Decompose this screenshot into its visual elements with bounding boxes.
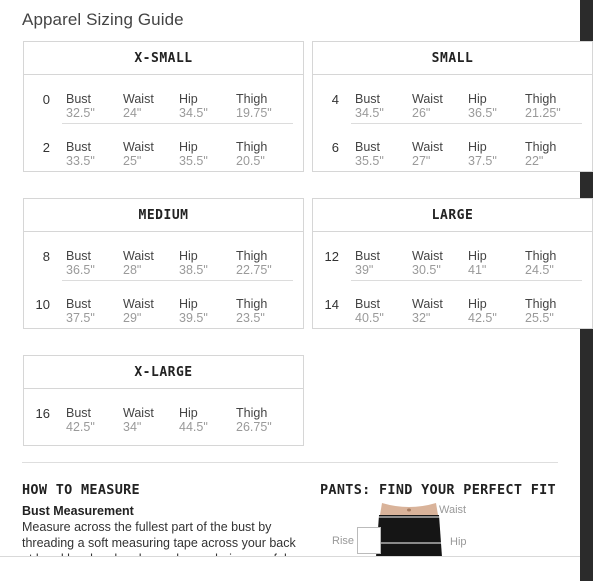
section-divider [22, 462, 558, 463]
hip-value: 37.5ʺ [468, 154, 497, 168]
hip-value: 34.5ʺ [179, 106, 208, 120]
bust-measurement-heading: Bust Measurement [22, 504, 134, 518]
hip-value: 42.5ʺ [468, 311, 497, 325]
size-row [24, 75, 303, 123]
hip-cell [468, 92, 497, 120]
bust-label: Bust [355, 92, 381, 106]
size-number: 16 [35, 406, 50, 421]
waist-label: Waist [412, 297, 443, 311]
waist-label: Waist [439, 504, 467, 516]
hip-value: 41ʺ [468, 263, 487, 277]
thigh-value: 19.75ʺ [236, 106, 272, 120]
hip-cell [468, 249, 487, 277]
waist-value: 24ʺ [123, 106, 142, 120]
size-card-small [312, 41, 593, 172]
hip-label: Hip [179, 249, 198, 263]
hip-cell [179, 140, 208, 168]
thigh-label: Thigh [236, 249, 268, 263]
hip-label: Hip [468, 92, 487, 106]
thigh-value: 25.5ʺ [525, 311, 554, 325]
card-heading: X-SMALL [24, 42, 303, 75]
bust-value: 35.5ʺ [355, 154, 384, 168]
size-number: 6 [331, 140, 339, 155]
card-heading: LARGE [313, 199, 592, 232]
hip-label: Hip [179, 92, 198, 106]
bust-cell [66, 140, 95, 168]
hip-value: 35.5ʺ [179, 154, 208, 168]
bust-measurement-text: Measure across the fullest part of the bust by threading a soft measuring tape across your back [22, 520, 296, 550]
waist-cell [412, 297, 443, 325]
size-row [24, 280, 303, 328]
rise-label: Rise [332, 535, 355, 547]
size-number: 10 [35, 297, 50, 312]
card-heading: MEDIUM [24, 199, 303, 232]
thigh-label: Thigh [236, 297, 268, 311]
pants-fit-heading: PANTS: FIND YOUR PERFECT FIT [320, 482, 556, 498]
waist-label: Waist [412, 92, 443, 106]
thigh-cell [525, 297, 556, 325]
bottom-bar [0, 556, 580, 581]
bust-label: Bust [66, 92, 92, 106]
thigh-label: Thigh [525, 140, 557, 154]
thigh-label: Thigh [236, 406, 268, 420]
waist-value: 34ʺ [123, 420, 142, 434]
bust-label: Bust [355, 249, 381, 263]
thigh-value: 24.5ʺ [525, 263, 554, 277]
waist-cell [123, 92, 154, 120]
hip-cell [179, 297, 208, 325]
bust-label: Bust [355, 297, 381, 311]
thigh-label: Thigh [525, 297, 557, 311]
hip-label: Hip [468, 140, 487, 154]
thigh-label: Thigh [525, 249, 557, 263]
waist-value: 26ʺ [412, 106, 431, 120]
waist-cell [123, 406, 154, 434]
bust-label: Bust [66, 297, 92, 311]
hip-value: 38.5ʺ [179, 263, 208, 277]
bust-value: 33.5ʺ [66, 154, 95, 168]
bust-value: 42.5ʺ [66, 420, 95, 434]
waist-label: Waist [123, 297, 154, 311]
hip-cell [179, 92, 208, 120]
hip-label: Hip [179, 406, 198, 420]
hip-label: Hip [468, 297, 487, 311]
waist-cell [123, 297, 154, 325]
size-number: 8 [42, 249, 50, 264]
bust-cell [66, 92, 95, 120]
waist-cell [412, 140, 443, 168]
waist-cell [412, 92, 443, 120]
waist-value: 30.5ʺ [412, 263, 441, 277]
bust-cell [355, 140, 384, 168]
size-row [24, 232, 303, 280]
thigh-label: Thigh [236, 92, 268, 106]
bust-cell [66, 406, 95, 434]
bust-value: 39ʺ [355, 263, 374, 277]
card-heading: SMALL [313, 42, 592, 75]
size-number: 4 [331, 92, 339, 107]
rise-marker [357, 527, 381, 554]
size-number: 2 [42, 140, 50, 155]
bust-label: Bust [66, 140, 92, 154]
thigh-cell [236, 92, 272, 120]
bust-value: 34.5ʺ [355, 106, 384, 120]
bust-label: Bust [66, 406, 92, 420]
card-heading: X-LARGE [24, 356, 303, 389]
waist-label: Waist [123, 92, 154, 106]
hip-value: 44.5ʺ [179, 420, 208, 434]
thigh-cell [236, 249, 272, 277]
size-row [313, 232, 592, 280]
hip-label: Hip [179, 140, 198, 154]
hip-label: Hip [468, 249, 487, 263]
waist-value: 27ʺ [412, 154, 431, 168]
waist-value: 28ʺ [123, 263, 142, 277]
size-row [313, 75, 592, 123]
hip-cell [179, 249, 208, 277]
bust-value: 32.5ʺ [66, 106, 95, 120]
thigh-value: 22.75ʺ [236, 263, 272, 277]
waist-cell [412, 249, 443, 277]
thigh-cell [236, 406, 272, 434]
thigh-cell [525, 140, 556, 168]
hip-value: 36.5ʺ [468, 106, 497, 120]
thigh-label: Thigh [236, 140, 268, 154]
bust-label: Bust [66, 249, 92, 263]
size-row [24, 123, 303, 171]
waist-label: Waist [123, 249, 154, 263]
bust-label: Bust [355, 140, 381, 154]
how-to-measure-heading: HOW TO MEASURE [22, 482, 140, 498]
thigh-cell [525, 249, 556, 277]
thigh-value: 21.25ʺ [525, 106, 561, 120]
waist-value: 29ʺ [123, 311, 142, 325]
bust-cell [355, 249, 380, 277]
waist-label: Waist [123, 406, 154, 420]
bust-value: 40.5ʺ [355, 311, 384, 325]
waist-cell [123, 249, 154, 277]
bust-value: 37.5ʺ [66, 311, 95, 325]
hip-label: Hip [450, 536, 467, 548]
bust-cell [355, 297, 384, 325]
thigh-cell [525, 92, 561, 120]
hip-label: Hip [179, 297, 198, 311]
size-card-x-large [23, 355, 304, 446]
bust-value: 36.5ʺ [66, 263, 95, 277]
size-row [24, 389, 303, 445]
thigh-label: Thigh [525, 92, 557, 106]
bust-cell [66, 297, 95, 325]
page-title: Apparel Sizing Guide [22, 10, 184, 29]
waist-label: Waist [412, 140, 443, 154]
thigh-value: 26.75ʺ [236, 420, 272, 434]
waist-value: 25ʺ [123, 154, 142, 168]
thigh-cell [236, 140, 267, 168]
size-number: 0 [42, 92, 50, 107]
size-card-medium [23, 198, 304, 329]
size-card-x-small [23, 41, 304, 172]
size-row [313, 280, 592, 328]
thigh-cell [236, 297, 267, 325]
size-row [313, 123, 592, 171]
thigh-value: 23.5ʺ [236, 311, 265, 325]
bust-cell [66, 249, 95, 277]
size-number: 14 [324, 297, 339, 312]
waist-label: Waist [123, 140, 154, 154]
pants-illustration [372, 503, 446, 557]
waist-cell [123, 140, 154, 168]
waist-value: 32ʺ [412, 311, 431, 325]
hip-cell [468, 297, 497, 325]
hip-cell [179, 406, 208, 434]
thigh-value: 22ʺ [525, 154, 544, 168]
hip-value: 39.5ʺ [179, 311, 208, 325]
size-number: 12 [324, 249, 339, 264]
size-card-large [312, 198, 593, 329]
waist-label: Waist [412, 249, 443, 263]
thigh-value: 20.5ʺ [236, 154, 265, 168]
hip-cell [468, 140, 497, 168]
bust-cell [355, 92, 384, 120]
